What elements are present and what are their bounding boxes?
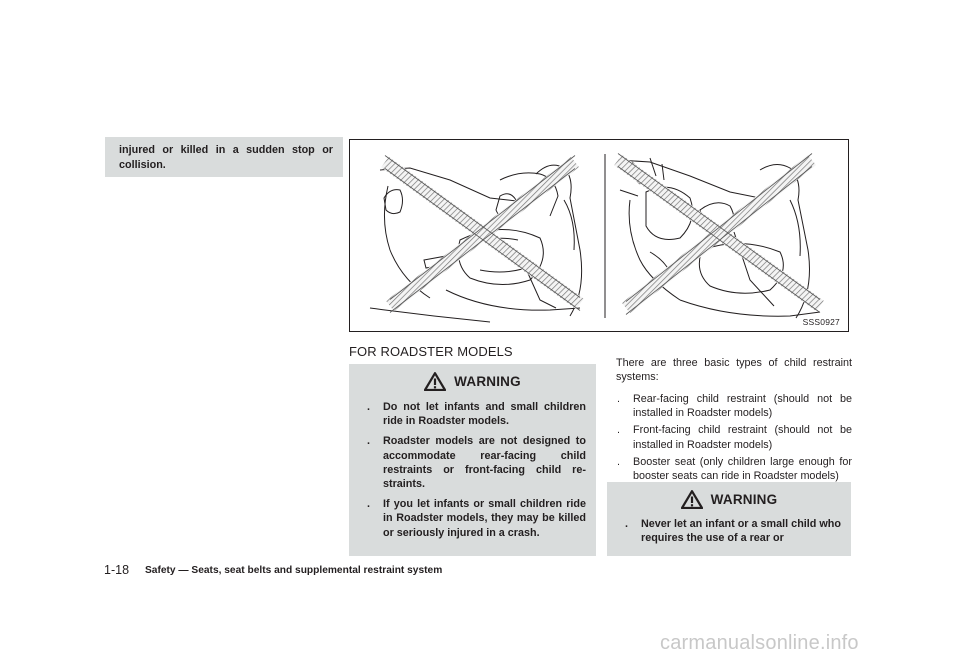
- warning-item: . Roadster models are not designed to accommodate rear-facing child restraints or front-facing child re-straints.: [367, 435, 586, 491]
- section-heading: FOR ROADSTER MODELS: [349, 344, 513, 359]
- continuation-text: injured or killed in a sudden stop or collision.: [119, 144, 333, 171]
- bullet: .: [367, 498, 370, 511]
- illustration-drawing: [350, 140, 848, 331]
- warning-triangle-icon: [424, 372, 446, 391]
- restraint-type-item: . Front-facing child restraint (should not be installed in Roadster models): [617, 424, 852, 451]
- warning-item: . If you let infants or small children ride in Roadster models, they may be killed or seriously injured in a crash.: [367, 498, 586, 539]
- page-number: 1-18: [104, 563, 130, 577]
- child-restraint-illustration: [349, 139, 849, 332]
- warning-label: WARNING: [710, 491, 778, 507]
- continuation-box: [105, 137, 343, 177]
- warning-header: [349, 364, 596, 398]
- warning-label: WARNING: [454, 373, 521, 389]
- warning-item: . Do not let infants and small children ride in Roadster models.: [367, 401, 586, 428]
- restraint-types-list: [616, 392, 852, 486]
- footer-title: Safety — Seats, seat belts and supplemental restraint system: [145, 565, 443, 576]
- restraint-type-item: . Booster seat (only children large enough for booster seats can ride in Roadster models): [617, 455, 852, 483]
- warning-list: [607, 517, 851, 545]
- warning-box-infant: [607, 482, 851, 556]
- bullet: .: [367, 435, 370, 448]
- bullet: .: [617, 424, 620, 437]
- restraint-type-item: . Rear-facing child restraint (should not be installed in Roadster models): [617, 393, 852, 420]
- bullet: .: [625, 518, 628, 530]
- restraint-types-intro: There are three basic types of child restraint systems:: [616, 357, 852, 384]
- warning-header: [607, 482, 851, 516]
- watermark: carmanualsonline.info: [660, 632, 859, 654]
- warning-triangle-icon: [681, 490, 703, 509]
- warning-item: . Never let an infant or a small child who requires the use of a rear or: [625, 518, 841, 545]
- bullet: .: [617, 393, 620, 405]
- warning-box-roadster: [349, 364, 596, 556]
- bullet: .: [367, 401, 370, 413]
- warning-list: [349, 400, 596, 540]
- bullet: .: [617, 455, 620, 468]
- figure-code: SSS0927: [802, 317, 840, 327]
